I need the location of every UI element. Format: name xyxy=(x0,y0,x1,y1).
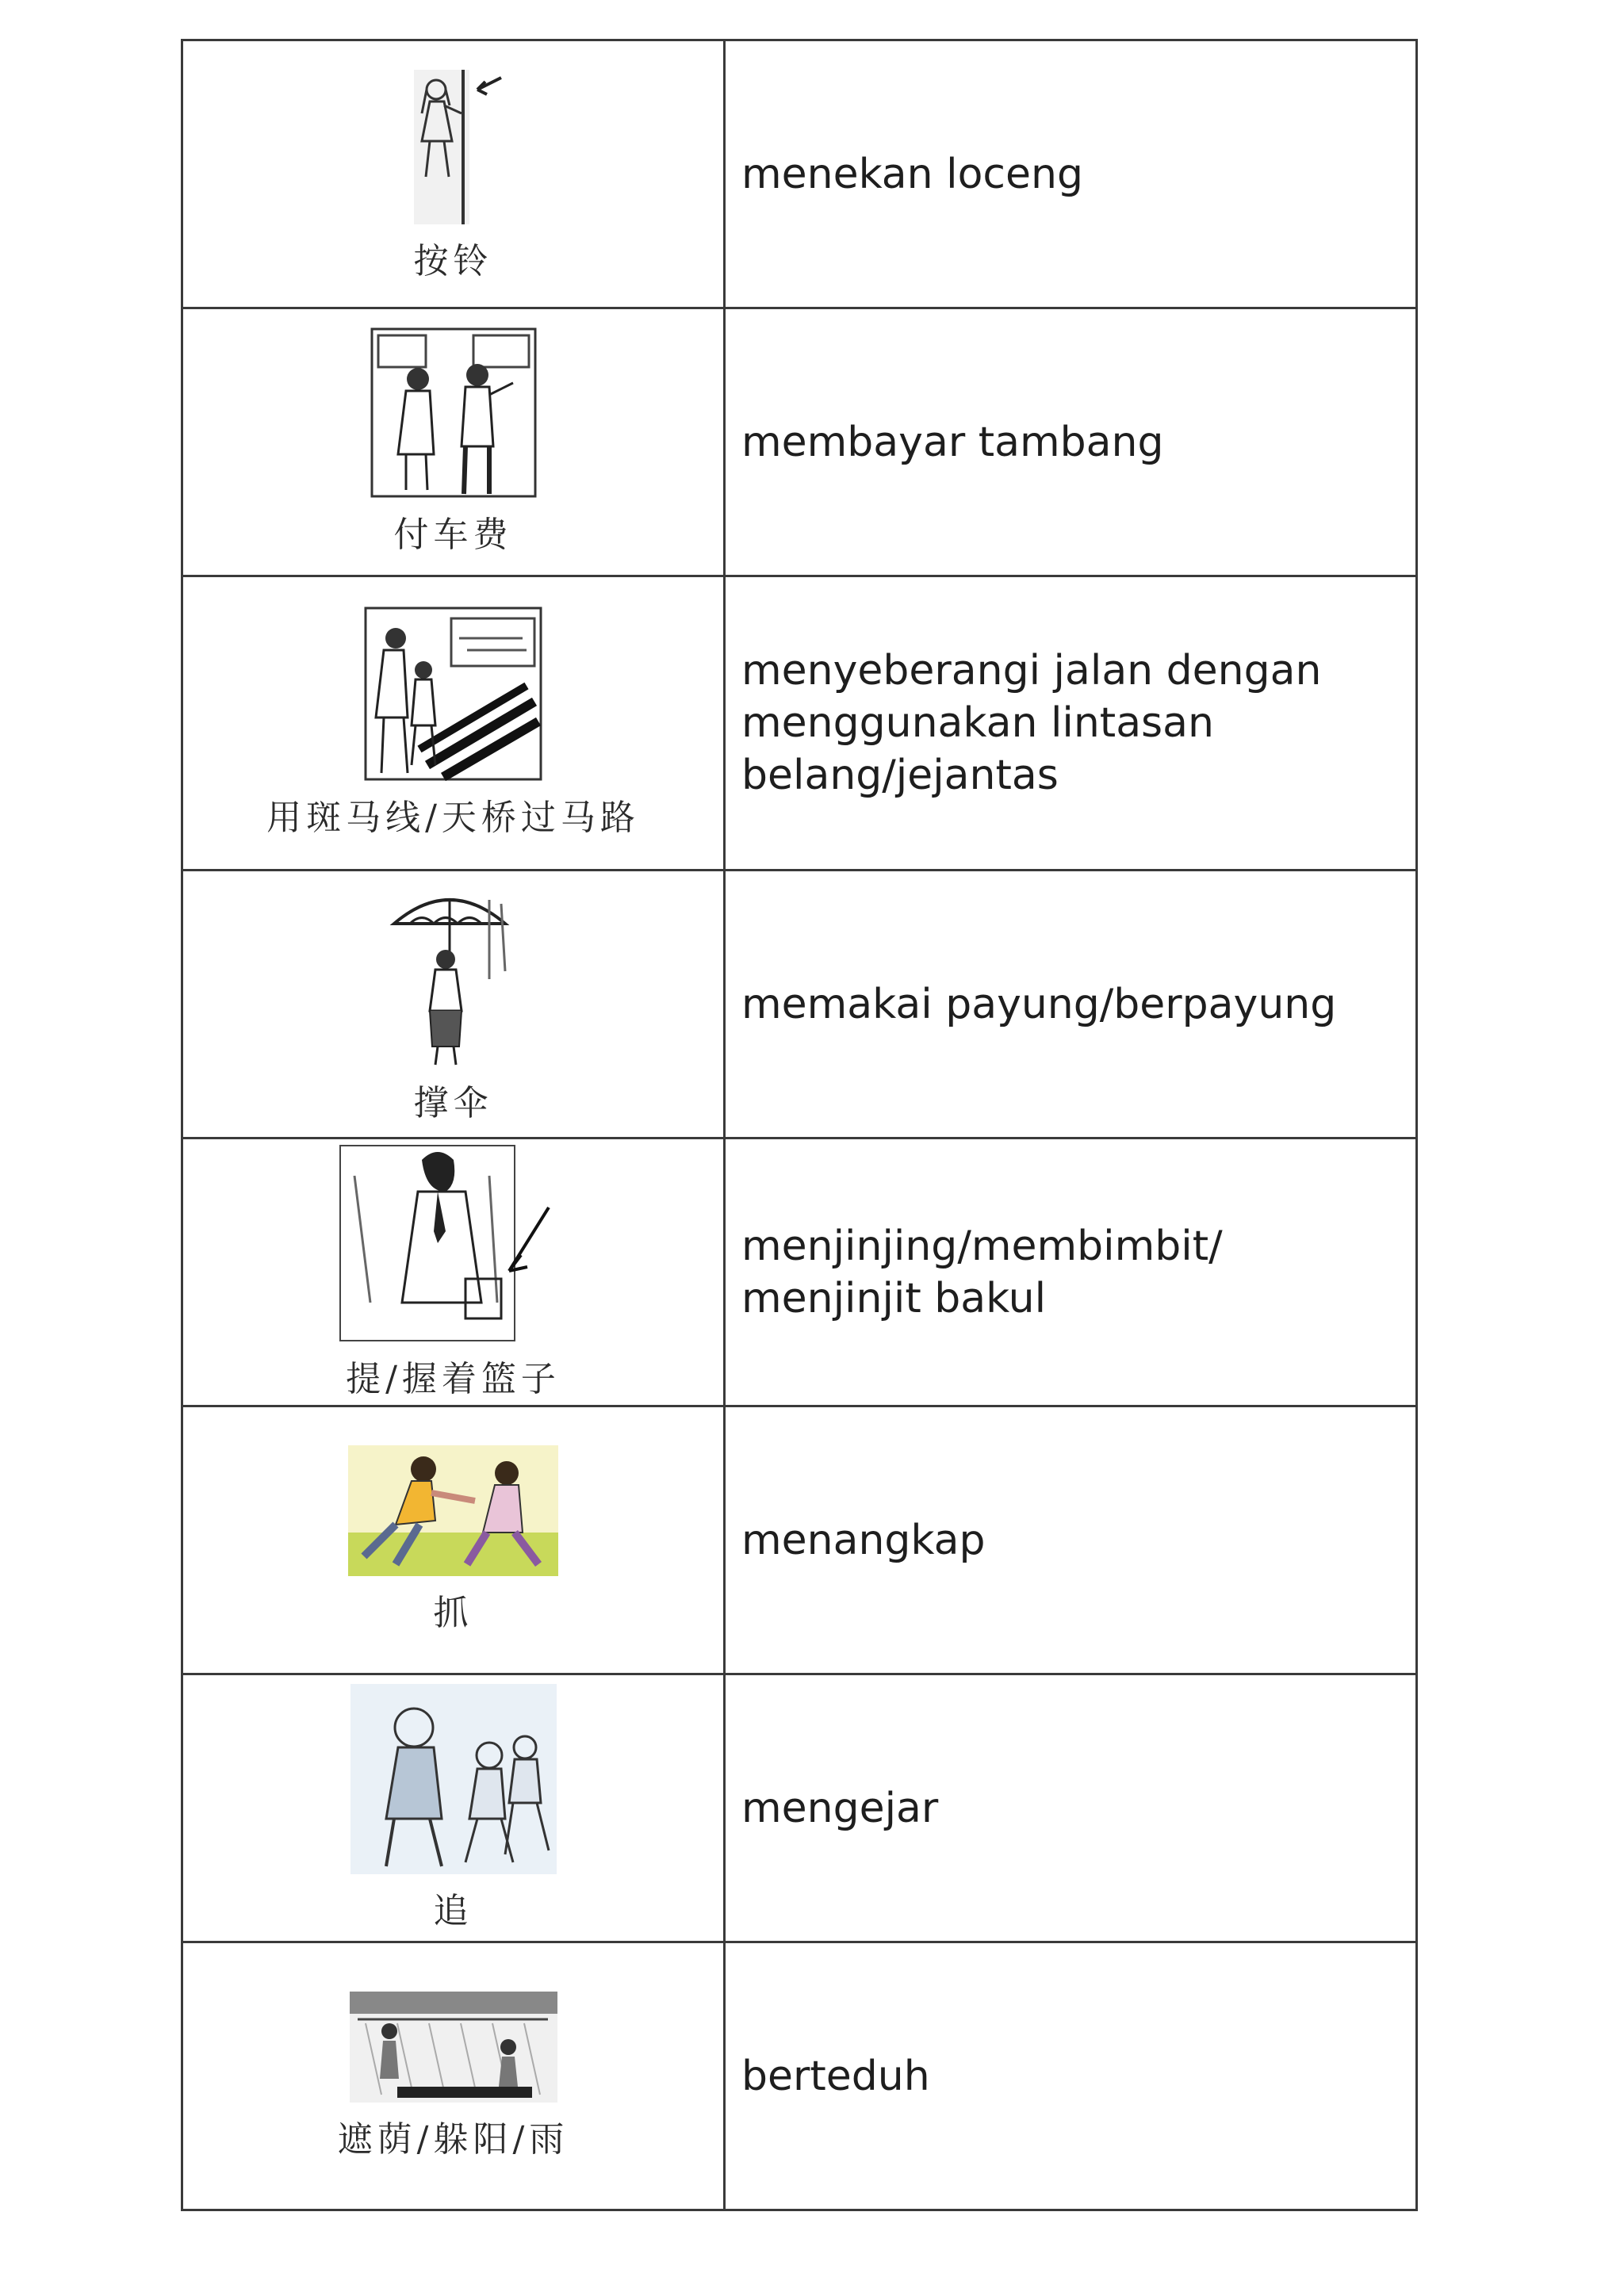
chinese-label: 抓 xyxy=(433,1593,473,1633)
sheltering-icon xyxy=(350,1992,557,2103)
girl-pressing-bell-icon xyxy=(374,66,533,224)
table-row xyxy=(182,576,1417,871)
picture-cell xyxy=(182,576,725,871)
chinese-label: 用斑马线/天桥过马路 xyxy=(266,798,640,838)
malay-term: mengejar xyxy=(725,1674,1417,1942)
zebra-crossing-icon xyxy=(364,607,542,781)
malay-term: menekan loceng xyxy=(725,40,1417,308)
malay-term: berteduh xyxy=(725,1942,1417,2210)
picture-cell xyxy=(182,871,725,1138)
umbrella-icon xyxy=(386,884,521,1066)
table-row xyxy=(182,1138,1417,1406)
catching-icon xyxy=(348,1445,558,1576)
malay-term: membayar tambang xyxy=(725,308,1417,576)
table-row xyxy=(182,40,1417,308)
picture-cell xyxy=(182,40,725,308)
chinese-label: 付车费 xyxy=(393,515,513,555)
chasing-icon xyxy=(350,1684,557,1874)
table-row xyxy=(182,1406,1417,1674)
chinese-label: 撑伞 xyxy=(413,1082,493,1123)
picture-cell xyxy=(182,1138,725,1406)
chinese-label: 按铃 xyxy=(413,240,493,281)
table-row xyxy=(182,871,1417,1138)
malay-term: menyeberangi jalan dengan menggunakan lintasan belang/jejantas xyxy=(725,576,1417,871)
picture-cell xyxy=(182,1942,725,2210)
picture-cell xyxy=(182,1406,725,1674)
vocabulary-table xyxy=(181,39,1418,2211)
carrying-basket-icon xyxy=(339,1144,569,1342)
table-row xyxy=(182,1942,1417,2210)
malay-term: memakai payung/berpayung xyxy=(725,871,1417,1138)
malay-term: menangkap xyxy=(725,1406,1417,1674)
table-row xyxy=(182,308,1417,576)
chinese-label: 提/握着篮子 xyxy=(346,1358,561,1399)
chinese-label: 遮荫/躲阳/雨 xyxy=(337,2118,569,2160)
picture-cell xyxy=(182,1674,725,1942)
paying-fare-icon xyxy=(370,327,537,498)
picture-cell xyxy=(182,308,725,576)
chinese-label: 追 xyxy=(433,1890,473,1931)
table-row xyxy=(182,1674,1417,1942)
malay-term: menjinjing/membimbit/ menjinjit bakul xyxy=(725,1138,1417,1406)
